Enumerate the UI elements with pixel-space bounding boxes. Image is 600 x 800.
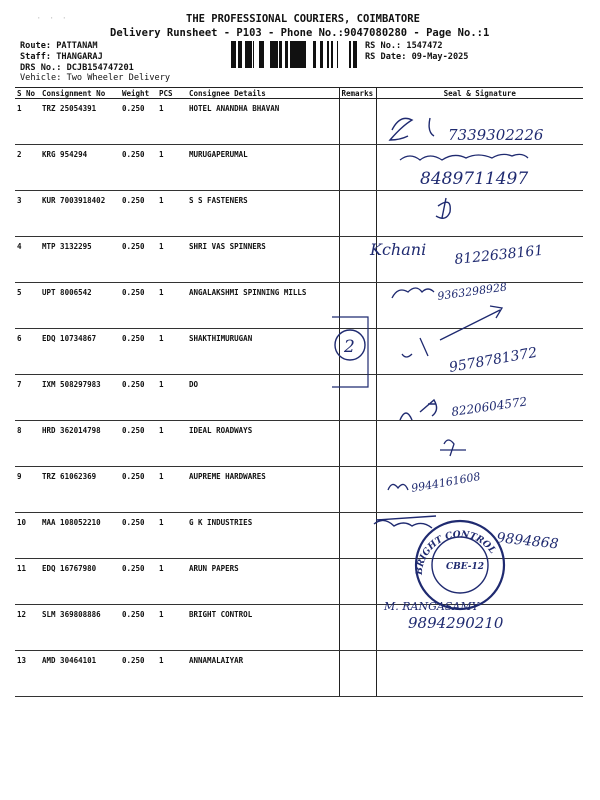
seal-ring-text: BRIGHT CONTROL	[414, 529, 498, 576]
cell-pcs: 1	[157, 99, 187, 145]
cell-remarks	[339, 421, 376, 467]
cell-signature	[376, 145, 583, 191]
table-row	[15, 145, 583, 191]
cell-weight: 0.250	[120, 559, 157, 605]
cell-consignment: TRZ 61062369	[40, 467, 120, 513]
cell-signature	[376, 651, 583, 697]
cell-pcs: 1	[157, 237, 187, 283]
handwritten-phone-11: 9894868	[495, 530, 560, 553]
cell-consignment: UPT 8006542	[40, 283, 120, 329]
cell-consignee: ANGALAKSHMI SPINNING MILLS	[187, 283, 339, 329]
cell-consignee: AUPREME HARDWARES	[187, 467, 339, 513]
rs-number: RS No.: 1547472	[365, 41, 443, 51]
cell-consignee: S S FASTENERS	[187, 191, 339, 237]
handwritten-name-13: M. RANGASAMY	[384, 600, 479, 613]
drs-number: DRS No.: DCJB154747201	[20, 63, 134, 73]
cell-sno: 7	[15, 375, 40, 421]
cell-consignee: G K INDUSTRIES	[187, 513, 339, 559]
staff-label: Staff: THANGARAJ	[20, 52, 103, 62]
handwritten-phone-4: 8122638161	[453, 242, 545, 268]
cell-remarks	[339, 145, 376, 191]
cell-remarks	[339, 329, 376, 375]
handwritten-phone-8: 8220604572	[450, 394, 529, 419]
cell-consignee: SHAKTHIMURUGAN	[187, 329, 339, 375]
cell-signature	[376, 237, 583, 283]
cell-weight: 0.250	[120, 145, 157, 191]
cell-remarks	[339, 191, 376, 237]
cell-pcs: 1	[157, 513, 187, 559]
handwritten-phone-2: 8489711497	[420, 169, 529, 189]
cell-sno: 2	[15, 145, 40, 191]
cell-consignment: MAA 108052210	[40, 513, 120, 559]
cell-weight: 0.250	[120, 467, 157, 513]
cell-sno: 5	[15, 283, 40, 329]
barcode-icon	[231, 41, 357, 68]
cell-remarks	[339, 559, 376, 605]
cell-weight: 0.250	[120, 421, 157, 467]
cell-pcs: 1	[157, 283, 187, 329]
table-row	[15, 467, 583, 513]
cell-signature	[376, 605, 583, 651]
cell-consignment: AMD 30464101	[40, 651, 120, 697]
seal-center-text: CBE-12	[446, 562, 485, 572]
cell-consignee: MURUGAPERUMAL	[187, 145, 339, 191]
rs-date: RS Date: 09-May-2025	[365, 52, 469, 62]
company-title: THE PROFESSIONAL COURIERS, COIMBATORE	[186, 13, 420, 25]
route-label: Route: PATTANAM	[20, 41, 98, 51]
table-row	[15, 421, 583, 467]
cell-consignment: IXM 508297983	[40, 375, 120, 421]
cell-signature	[376, 283, 583, 329]
cell-signature	[376, 421, 583, 467]
cell-remarks	[339, 651, 376, 697]
cell-sno: 9	[15, 467, 40, 513]
cell-sno: 8	[15, 421, 40, 467]
cell-signature	[376, 191, 583, 237]
cell-remarks	[339, 283, 376, 329]
cell-consignment: KRG 954294	[40, 145, 120, 191]
cell-weight: 0.250	[120, 99, 157, 145]
cell-sno: 10	[15, 513, 40, 559]
remarks-circle-number: 2	[344, 337, 355, 357]
cell-sno: 11	[15, 559, 40, 605]
cell-sno: 3	[15, 191, 40, 237]
table-row	[15, 559, 583, 605]
cell-pcs: 1	[157, 191, 187, 237]
cell-signature	[376, 513, 583, 559]
cell-pcs: 1	[157, 421, 187, 467]
cell-consignee: IDEAL ROADWAYS	[187, 421, 339, 467]
cell-consignment: KUR 7003918402	[40, 191, 120, 237]
cell-consignment: HRD 362014798	[40, 421, 120, 467]
cell-sno: 6	[15, 329, 40, 375]
col-weight: Weight	[120, 88, 157, 99]
cell-pcs: 1	[157, 605, 187, 651]
cell-pcs: 1	[157, 467, 187, 513]
cell-sno: 4	[15, 237, 40, 283]
cell-signature	[376, 99, 583, 145]
cell-pcs: 1	[157, 375, 187, 421]
table-row	[15, 283, 583, 329]
cell-sno: 1	[15, 99, 40, 145]
cell-consignee: ANNAMALAIYAR	[187, 651, 339, 697]
cell-remarks	[339, 375, 376, 421]
cell-consignment: SLM 369808886	[40, 605, 120, 651]
cell-remarks	[339, 605, 376, 651]
table-row	[15, 99, 583, 145]
cell-weight: 0.250	[120, 513, 157, 559]
cell-consignment: EDQ 10734867	[40, 329, 120, 375]
cell-weight: 0.250	[120, 237, 157, 283]
handwritten-phone-13: 9894290210	[408, 614, 504, 632]
cell-signature	[376, 559, 583, 605]
handwritten-phone-7: 9578781372	[447, 344, 539, 376]
cell-remarks	[339, 513, 376, 559]
cell-consignee: DO	[187, 375, 339, 421]
cell-consignee: SHRI VAS SPINNERS	[187, 237, 339, 283]
col-consignment: Consignment No	[40, 88, 120, 99]
cell-pcs: 1	[157, 145, 187, 191]
cell-weight: 0.250	[120, 605, 157, 651]
col-pcs: PCS	[157, 88, 187, 99]
cell-remarks	[339, 467, 376, 513]
cell-weight: 0.250	[120, 283, 157, 329]
cell-signature	[376, 375, 583, 421]
table-row	[15, 237, 583, 283]
table-row	[15, 329, 583, 375]
cell-weight: 0.250	[120, 191, 157, 237]
cell-weight: 0.250	[120, 329, 157, 375]
cell-signature	[376, 467, 583, 513]
vehicle-label: Vehicle: Two Wheeler Delivery	[20, 73, 171, 83]
table-row	[15, 513, 583, 559]
cell-consignment: EDQ 16767980	[40, 559, 120, 605]
cell-pcs: 1	[157, 559, 187, 605]
table-row	[15, 605, 583, 651]
runsheet-subtitle: Delivery Runsheet - P103 - Phone No.:9047080280 - Page No.:1	[110, 27, 490, 39]
table-header	[15, 88, 583, 99]
cell-consignment: MTP 3132295	[40, 237, 120, 283]
table-row	[15, 375, 583, 421]
scan-watermark: · · ·	[36, 14, 69, 24]
cell-signature	[376, 329, 583, 375]
runsheet-table	[15, 87, 583, 697]
cell-sno: 12	[15, 605, 40, 651]
col-remarks: Remarks	[339, 88, 376, 99]
cell-consignee: ARUN PAPERS	[187, 559, 339, 605]
cell-consignee: BRIGHT CONTROL	[187, 605, 339, 651]
handwritten-phone-1: 7339302226	[448, 126, 544, 144]
handwritten-name-4: Kchani	[370, 240, 427, 259]
handwritten-phone-10: 9944161608	[410, 469, 482, 495]
cell-weight: 0.250	[120, 651, 157, 697]
cell-consignee: HOTEL ANANDHA BHAVAN	[187, 99, 339, 145]
handwritten-phone-5: 9363298928	[436, 280, 508, 303]
cell-consignment: TRZ 25054391	[40, 99, 120, 145]
cell-remarks	[339, 99, 376, 145]
cell-pcs: 1	[157, 329, 187, 375]
cell-sno: 13	[15, 651, 40, 697]
cell-remarks	[339, 237, 376, 283]
col-sno: S No	[15, 88, 40, 99]
col-consignee: Consignee Details	[187, 88, 339, 99]
col-signature: Seal & Signature	[376, 88, 583, 99]
cell-pcs: 1	[157, 651, 187, 697]
table-row	[15, 191, 583, 237]
cell-weight: 0.250	[120, 375, 157, 421]
table-row	[15, 651, 583, 697]
